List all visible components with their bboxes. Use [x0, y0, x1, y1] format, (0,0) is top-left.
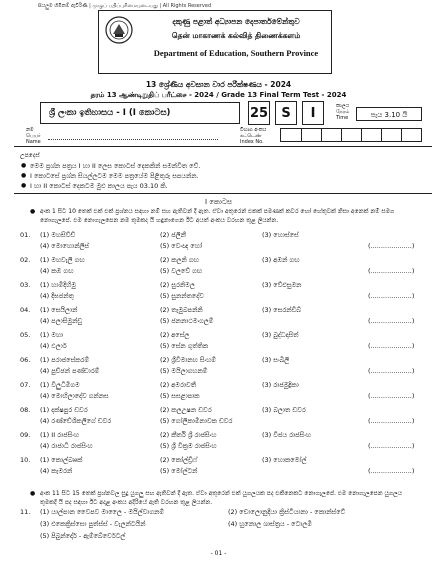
answer-blank[interactable]: (....................) — [368, 417, 415, 425]
name-field[interactable] — [48, 139, 218, 140]
question-row — [20, 292, 430, 302]
page-number: - 01 - — [210, 550, 227, 557]
option: (3) බලාත ඩවර — [262, 406, 306, 414]
option: (1) කොල්බෲක් — [40, 456, 83, 464]
option: (2) අමරාවතී — [160, 381, 196, 389]
option: (1) පරාජසේකරම් — [40, 356, 90, 364]
option: (5) මෝල්ටන් — [160, 467, 198, 475]
instruction-item: ● මෙම ප්‍රශ්න පත්‍රය I හා II ලෙස කොටස් දෙකකින් සමන්විත වේ. — [30, 162, 200, 171]
option: (3) අඹන් ගඟ — [262, 256, 300, 264]
name-label: නම பெயர் Name — [26, 127, 41, 145]
answer-blank[interactable]: (....................) — [368, 342, 415, 350]
answer-blank[interactable]: (....................) — [368, 392, 415, 400]
answer-blank[interactable]: (....................) — [368, 467, 415, 475]
section-intro: ● අංක 1 සිට 10 තෙක් එක් එක් ප්‍රශ්නය සඳහා නම් සහ ඇතිවන් දී ඇත. ඒවා අතුරෙන් එකක් පමණක් කවර හෝ හේතුවක් නිසා අනෙක් නම් සමග නොගැලපේ. එම නොගැලපෙන නම තුමකද යි හඳුනාගෙන ඊට අයත් අංකය වරහන තුළ ලියන්න. — [40, 207, 420, 225]
header-sinhala: දකුණු පළාත් අධ්‍යාපන දෙපාර්තමේන්තුව — [172, 17, 300, 26]
option: (3) විජය රාජසිංහ — [262, 431, 311, 439]
question-number: 04. — [20, 306, 31, 314]
option: (3) සංඛිලි — [262, 356, 290, 364]
question-number: 07. — [20, 381, 31, 389]
question-row — [20, 367, 430, 377]
question-row — [20, 317, 430, 327]
section-intro-2: ● අංක 11 සිට 15 තෙක් ප්‍රශ්නවල සුදු යුගලු සහ ඇතිවන් දී ඇත. ඒවා අතුරෙන් එක් යුගලයක පද එකිනෙකට නොගැලපේ. එම නොගැලපෙන යුගලය තුමකදි යි පද සඳහා ඊට අදාළ අංකය අදිරියේ ඇති වරහන තුළ ලියන්න. — [40, 489, 420, 507]
option: (2) ශ්‍රීවිමානහ සිංහම් — [160, 356, 216, 364]
option: (1) විලුධිමිගම — [40, 381, 80, 389]
option: (5) වලවේ ගඟ — [160, 267, 203, 275]
option: (4) රණ්ඩේශිකලිගේ ඩවර — [40, 417, 112, 425]
option: (3) බුද්ධදාසිත් — [262, 331, 299, 339]
option: (2) සුරනිමල — [160, 281, 195, 289]
question-row — [20, 467, 430, 477]
answer-blank[interactable]: (....................) — [368, 317, 415, 325]
option: (4) මොහිලාදේව ගන්නස — [40, 392, 109, 400]
index-number-field[interactable] — [280, 128, 422, 142]
option: (1) හාමිදිහිමු — [40, 281, 76, 289]
option: (3) හොකමෝල් — [262, 456, 307, 464]
option: (4) මොහොන්ලිස් — [40, 242, 90, 250]
option: (3) සෙරන්ඩිබ් — [262, 306, 302, 314]
option: (2) අසේල — [160, 331, 190, 339]
option: (3) හොස්සේ — [262, 231, 299, 239]
option: (5) සේන ගුත්තික — [160, 342, 209, 350]
option: (4) කඹ ගඟ — [40, 267, 74, 275]
option: (4) රාජාධි රාජසිංහ — [40, 442, 93, 450]
question-row — [20, 417, 430, 427]
question-11-row3: (5) පිබුන්දෝර් - ඇම්බේර්වෙටල් — [40, 532, 126, 540]
subject-code-letter: S — [275, 101, 297, 125]
question-row — [20, 356, 430, 366]
option: (4) දීඝජන්තු — [40, 292, 74, 300]
exam-title-sinhala: 13 ශ්‍රේණිය අවසාන වාර පරීක්ෂණය - 2024 — [145, 80, 292, 89]
option: (5) ගෝලිකාමිනාවක ඩවර — [160, 417, 233, 425]
option: (5) ශ්‍රී වික්‍රම රාජසිංහ — [160, 442, 217, 450]
question-number: 08. — [20, 406, 31, 414]
option: (4) පුච්ඡන් පණ්ඩාරම් — [40, 367, 100, 375]
question-row — [20, 442, 430, 452]
question-number: 06. — [20, 356, 31, 364]
option: (4) කැමරන් — [40, 467, 73, 475]
option: (5) සුනන්තදේව — [160, 292, 204, 300]
question-row — [20, 306, 430, 316]
option: (3) වේළුසුමන — [262, 281, 302, 289]
option: (5) මයිලාගහනම් — [160, 367, 208, 375]
department-header — [98, 10, 332, 74]
option: (2) තැමුබපන්නි — [160, 306, 203, 314]
option: (4) පලාසිමුන්ඩු — [40, 317, 83, 325]
question-number: 05. — [20, 331, 31, 339]
header-tamil: தென் மாகாணக் கல்வித் திணைக்களம் — [171, 31, 301, 40]
question-row — [20, 231, 430, 241]
question-row — [20, 431, 430, 441]
divider — [14, 146, 432, 147]
question-number: 09. — [20, 431, 31, 439]
time-label: කාලය நேரம் Time — [336, 103, 350, 121]
question-number: 03. — [20, 281, 31, 289]
index-label: විභාග අංකය சுட்டெண் Index No. — [240, 127, 267, 145]
question-number: 02. — [20, 256, 31, 264]
option: (3) රාජමුද්‍රිකා — [262, 381, 299, 389]
option: (4) ඵලාර් — [40, 342, 67, 350]
option: (1) මහසිව්ඩ් — [40, 231, 76, 239]
option: (1) II රාජසිංහ — [40, 431, 80, 439]
option: (1) සෙයිලාන් — [40, 306, 78, 314]
time-value: පැය 3.10 යි — [356, 107, 422, 121]
question-row — [20, 342, 430, 352]
option: (1) මහවැලි ගඟ — [40, 256, 85, 264]
answer-blank[interactable]: (....................) — [368, 367, 415, 375]
answer-blank[interactable]: (....................) — [368, 442, 415, 450]
subject-code-part: I — [302, 101, 324, 125]
question-row — [20, 267, 430, 277]
option: (5) ජනනාථමංගලම් — [160, 317, 214, 325]
option: (5) සසළාපාක — [160, 392, 200, 400]
option: (1) මහා — [40, 331, 64, 339]
instruction-item: ● I කොටසේ ප්‍රශ්න සියල්ලටම මෙම පත්‍රයේම පිළිතුරු සපයන්න. — [30, 172, 199, 181]
question-row — [20, 331, 430, 341]
instructions-title: උපදෙස් — [20, 152, 40, 159]
subject-code-number: 25 — [248, 101, 270, 125]
divider — [14, 193, 432, 194]
question-row — [20, 381, 430, 391]
header-english: Department of Education, Southern Province — [153, 48, 319, 58]
copyright-line: සියලුම හිමිකම් ඇවිරිණි | முழுப் பதிப்புரிமையுடையது | All Rights Reserved — [38, 3, 212, 9]
answer-blank[interactable]: (....................) — [368, 242, 415, 250]
answer-blank[interactable]: (....................) — [368, 267, 415, 275]
question-row — [20, 456, 430, 466]
provincial-emblem-icon — [104, 15, 134, 45]
option: (1) දක්ෂපුර ඩවර — [40, 406, 88, 414]
question-number: 01. — [20, 231, 31, 239]
question-row — [20, 406, 430, 416]
question-11-row2: (3) එකෙක්‍රිස්සො පුත්ස්ස් - වැලන්ටයින් (4) හුනොල ශාස්ත්‍රය - ටොලමි — [40, 520, 313, 528]
instruction-item: ● I හා II කොටස් දෙකටම මුළු කාලය පැය 03.10 කි. — [30, 182, 168, 191]
question-row — [20, 392, 430, 402]
option: (5) වෙංඥ හෝ — [160, 242, 203, 250]
question-number: 10. — [20, 456, 31, 464]
answer-blank[interactable]: (....................) — [368, 292, 415, 300]
option: (2) කලනි ගඟ — [160, 256, 199, 264]
question-row — [20, 256, 430, 266]
option: (2) කෝල්ඩ්‍රිෆ් — [160, 456, 198, 464]
subject-title: ශ්‍රී ලංකා ඉතිහාසය - I (I කොටස) — [40, 102, 240, 124]
option: (2) කීර්ති ශ්‍රී රාජසිංහ — [160, 431, 217, 439]
question-11: 11. (1) යාල්පාන වෛපව මාලෛ - මයිල්වාගනම් (2) චොලොනුදීයා ක්‍රිස්ටියානා - කොන්ස්ටේ — [20, 508, 346, 516]
question-row — [20, 242, 430, 252]
section-title: I කොටස — [204, 198, 233, 206]
question-row — [20, 281, 430, 291]
option: (2) ජලිනී — [160, 231, 186, 239]
exam-title-tamil-english: தரம் 13 ஆண்டிறுதிப் பரீட்சை - 2024 / Grade 13 Final Term Test - 2024 — [90, 91, 347, 99]
option: (2) කලඋෂන ඩවර — [160, 406, 212, 414]
